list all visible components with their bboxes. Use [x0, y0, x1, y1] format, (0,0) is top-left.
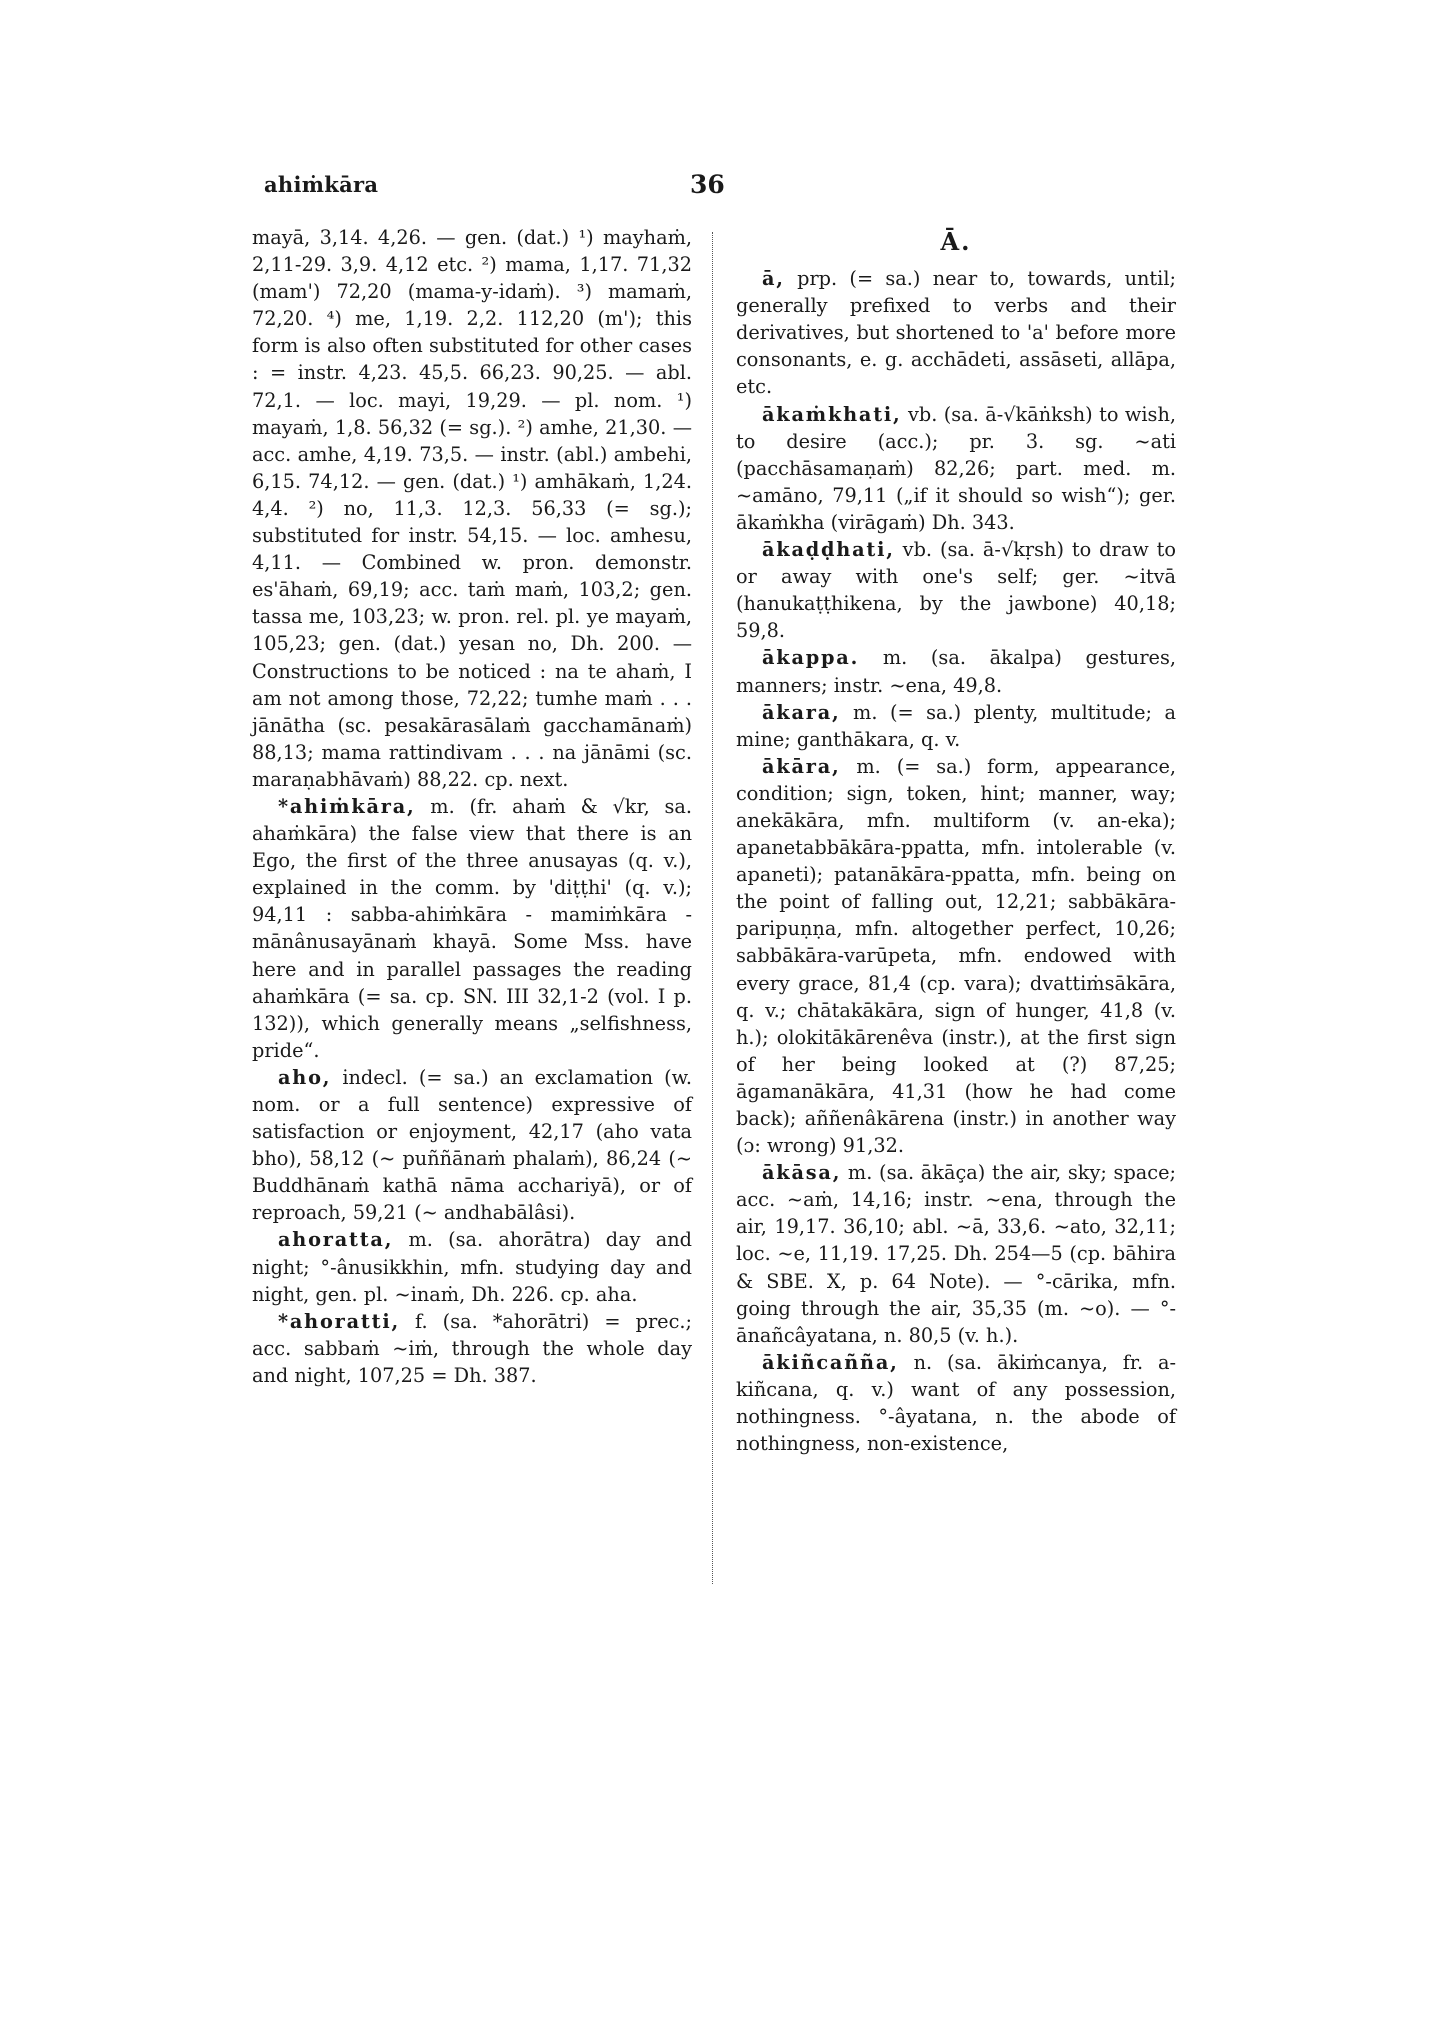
column-divider [712, 232, 713, 1584]
entry-body: indecl. (= sa.) an exclamation (w. nom. or a full sentence) expressive of satisfaction or enjoyment, 42,17 (aho vata bho), 58,12 (~ puññānaṁ phalaṁ), 86,24 (~ Buddhānaṁ kathā nāma acchariyā), or of reproach, 59,21 (~ andhabālâsi). [252, 1065, 692, 1225]
dictionary-entry [252, 1064, 692, 1227]
entry-headword: ākara, [762, 700, 841, 724]
dictionary-entry [736, 644, 1176, 698]
entry-body: prp. (= sa.) near to, towards, until; generally prefixed to verbs and their derivatives, but shortened to 'a' before more consonants, e. g. acchādeti, assāseti, allāpa, etc. [736, 267, 1176, 399]
dictionary-entry [252, 1226, 692, 1307]
entry-headword: ākiñcañña, [762, 1350, 899, 1374]
entry-body: m. (= sa.) form, appearance, condition; sign, token, hint; manner, way; anekākāra, mfn. multiform (v. an-eka); apanetabbākāra-ppatta, mfn. intolerable (v. apaneti); patanākāra-ppatta, mfn. being on the point of falling out, 12,21; sabbākāra-paripuṇṇa, mfn. altogether perfect, 10,26; sabbākāra-varūpeta, mfn. endowed with every grace, 81,4 (cp. vara); dvattiṁsākāra, q. v.; chātakākāra, sign of hunger, 41,8 (v. h.); olokitākārenêva (instr.), at the first sign of her being looked at (?) 87,25; āgamanākāra, 41,31 (how he had come back); aññenâkārena (instr.) in another way (ɔ: wrong) 91,32. [736, 754, 1176, 1158]
entry-headword: ahoratta, [278, 1228, 394, 1252]
entry-headword: ākaḍḍhati, [762, 538, 895, 562]
running-head: ahiṁkāra [264, 172, 379, 197]
entry-body: m. (fr. ahaṁ & √kr, sa. ahaṁkāra) the false view that there is an Ego, the first of the three anusayas (q. v.), explained in the comm. by 'diṭṭhi' (q. v.); 94,11 : sabba-ahiṁkāra - mamiṁkāra - mānânusayānaṁ khayā. Some Mss. have here and in parallel passages the reading ahaṁkāra (= sa. cp. SN. III 32,1-2 (vol. I p. 132)), which generally means „selfishness, pride“. [252, 794, 692, 1062]
entry-headword: *ahoratti, [278, 1309, 400, 1333]
entry-body: m. (sa. ahorātra) day and night; °-ânusikkhin, mfn. studying day and night, gen. pl. ~inaṁ, Dh. 226. cp. aha. [252, 1228, 692, 1306]
dictionary-entry [252, 1308, 692, 1389]
dictionary-entry [736, 699, 1176, 753]
entry-body: mayā, 3,14. 4,26. — gen. (dat.) ¹) mayhaṁ, 2,11-29. 3,9. 4,12 etc. ²) mama, 1,17. 71,32 (mam') 72,20 (mama-y-idaṁ). ³) mamaṁ, 72,20. ⁴) me, 1,19. 2,2. 112,20 (m'); this form is also often substituted for other cases : = instr. 4,23. 45,5. 66,23. 90,25. — abl. 72,1. — loc. mayi, 19,29. — pl. nom. ¹) mayaṁ, 1,8. 56,32 (= sg.). ²) amhe, 21,30. — acc. amhe, 4,19. 73,5. — instr. (abl.) ambehi, 6,15. 74,12. — gen. (dat.) ¹) amhākaṁ, 1,24. 4,4. ²) no, 11,3. 12,3. 56,33 (= sg.); substituted for instr. 54,15. — loc. amhesu, 4,11. — Combined w. pron. demonstr. es'āhaṁ, 69,19; acc. taṁ maṁ, 103,2; gen. tassa me, 103,23; w. pron. rel. pl. ye mayaṁ, 105,23; gen. (dat.) yesan no, Dh. 200. — Constructions to be noticed : na te ahaṁ, I am not among those, 72,22; tumhe maṁ . . . jānātha (sc. pesakārasālaṁ gacchamānaṁ) 88,13; mama rattindivam . . . na jānāmi (sc. maraṇabhāvaṁ) 88,22. cp. next. [252, 226, 692, 791]
right-column [736, 224, 1176, 1457]
entry-body: m. (sa. ākalpa) gestures, manners; instr. ~ena, 49,8. [736, 646, 1176, 697]
entry-body: vb. (sa. ā-√kṛsh) to draw to or away with one's self; ger. ~itvā (hanukaṭṭhikena, by the jawbone) 40,18; 59,8. [736, 538, 1176, 643]
dictionary-entry [736, 536, 1176, 644]
section-heading: Ā. [940, 227, 972, 256]
entry-headword: *ahiṁkāra, [278, 794, 416, 818]
dictionary-entry [736, 1349, 1176, 1457]
entry-headword: ā, [762, 267, 785, 291]
dictionary-entry [736, 265, 1176, 400]
entry-headword: ākāsa, [762, 1161, 842, 1185]
entry-headword: ākāra, [762, 754, 841, 778]
dictionary-entry [252, 793, 692, 1064]
dictionary-entry-continued [252, 224, 692, 793]
entry-body: n. (sa. ākiṁcanya, fr. a-kiñcana, q. v.) want of any possession, nothingness. °-âyatana, n. the abode of nothingness, non-existence, [736, 1350, 1176, 1456]
entry-body: m. (= sa.) plenty, multitude; a mine; ganthākara, q. v. [736, 700, 1176, 751]
entry-headword: ākaṁkhati, [762, 402, 902, 426]
dictionary-entry [736, 753, 1176, 1159]
entry-body: f. (sa. *ahorātri) = prec.; acc. sabbaṁ ~iṁ, through the whole day and night, 107,25 = Dh. 387. [252, 1309, 692, 1387]
entry-headword: aho, [278, 1065, 332, 1089]
left-column [252, 224, 692, 1389]
entry-body: vb. (sa. ā-√kāṅksh) to wish, to desire (acc.); pr. 3. sg. ~ati (pacchāsamaṇaṁ) 82,26; part. med. m. ~amāno, 79,11 („if it should so wish“); ger. ākaṁkha (virāgaṁ) Dh. 343. [736, 402, 1176, 534]
page-number: 36 [690, 170, 725, 199]
dictionary-entry [736, 1159, 1176, 1349]
dictionary-entry [736, 401, 1176, 536]
entry-headword: ākappa. [762, 646, 860, 670]
entry-body: m. (sa. ākāça) the air, sky; space; acc. ~aṁ, 14,16; instr. ~ena, through the air, 19,17. 36,10; abl. ~ā, 33,6. ~ato, 32,11; loc. ~e, 11,19. 17,25. Dh. 254—5 (cp. bāhira & SBE. X, p. 64 Note). — °-cārika, mfn. going through the air, 35,35 (m. ~o). — °-ānañcâyatana, n. 80,5 (v. h.). [736, 1161, 1176, 1347]
